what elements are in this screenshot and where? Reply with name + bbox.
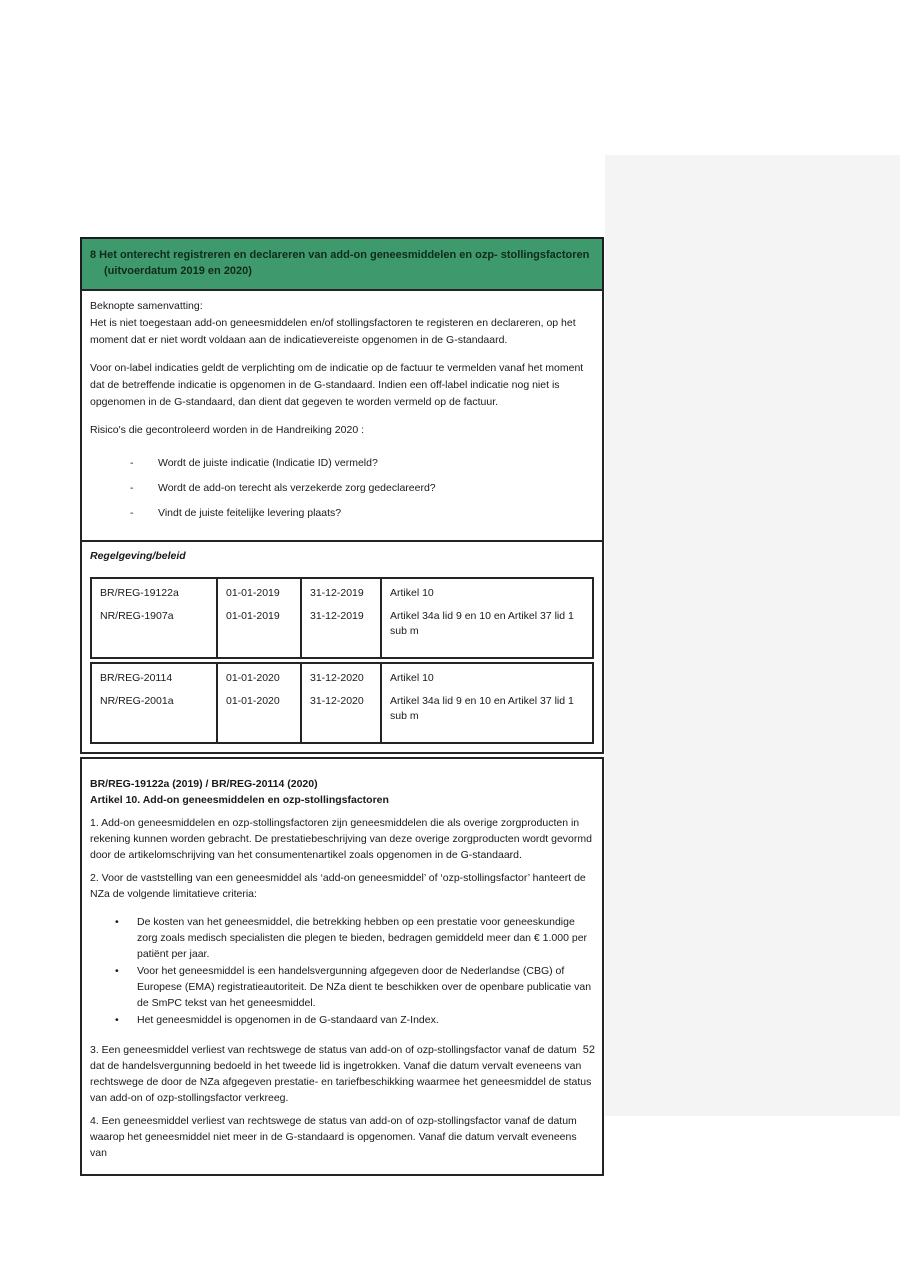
list-item-text: Wordt de juiste indicatie (Indicatie ID) vermeld? [158, 457, 378, 469]
article-reference: Artikel 10 [390, 672, 434, 684]
section-header [80, 237, 604, 291]
end-date: 31-12-2020 [310, 695, 364, 707]
list-item-text: Het geneesmiddel is opgenomen in de G-standaard van Z-Index. [137, 1014, 439, 1026]
page-number: 52 [582, 1044, 595, 1056]
summary-paragraph-1: Het is niet toegestaan add-on geneesmiddelen en/of stollingsfactoren te registeren en declareren, op het moment dat er niet wordt voldaan aan de indicatievereiste opgenomen in de G-standaard. [90, 317, 576, 346]
regulation-code: BR/REG-20114 [100, 672, 173, 684]
regulation-code: NR/REG-2001a [100, 695, 174, 707]
list-item-text: Vindt de juiste feitelijke levering plaats? [158, 507, 342, 519]
summary-label: Beknopte samenvatting: [90, 300, 203, 312]
regulation-label: Regelgeving/beleid [90, 550, 186, 562]
regulation-box [80, 540, 604, 754]
article-heading-title: Artikel 10. Add-on geneesmiddelen en ozp-stollingsfactoren [90, 794, 389, 806]
article-paragraph-2: 2. Voor de vaststelling van een geneesmiddel als ‘add-on geneesmiddel’ of ‘ozp-stollingsfactor’ hanteert de NZa de volgende limitatieve criteria: [90, 872, 586, 900]
list-item [115, 914, 592, 962]
list-item [130, 505, 592, 522]
end-date: 31-12-2020 [310, 672, 364, 684]
bullet-marker: • [115, 916, 119, 928]
risk-list [90, 455, 592, 522]
end-date: 31-12-2019 [310, 610, 364, 622]
table-cell-articles [382, 579, 592, 657]
table-cell-regulation-codes [92, 579, 218, 657]
list-item-text: De kosten van het geneesmiddel, die betrekking hebben op een prestatie voor geneeskundige zorg zoals medisch specialisten die plegen te bieden, bedragen gemiddeld meer dan € 1.000 per patiënt per jaar. [137, 916, 588, 960]
criteria-list [90, 914, 592, 1028]
list-item [130, 455, 592, 472]
table-cell-end-dates [302, 579, 382, 657]
article-reference: Artikel 34a lid 9 en 10 en Artikel 37 lid 1 sub m [390, 695, 574, 722]
article-reference: Artikel 10 [390, 587, 434, 599]
start-date: 01-01-2019 [226, 587, 280, 599]
document-content [80, 237, 604, 1176]
article-heading-regulations: BR/REG-19122a (2019) / BR/REG-20114 (2020) [90, 778, 318, 790]
table-cell-regulation-codes [92, 664, 218, 742]
article-reference: Artikel 34a lid 9 en 10 en Artikel 37 lid 1 sub m [390, 610, 574, 637]
summary-paragraph-2: Voor on-label indicaties geldt de verplichting om de indicatie op de factuur te vermelden vanaf het moment dat de betreffende indicatie is opgenomen in de G-standaard. Indien een off-label indicatie nog niet is opgenomen in de G-standaard, dan dient dat gegeven te worden vermeld op de factuur. [90, 362, 584, 408]
dash-marker: - [130, 457, 134, 469]
section-title-line2: (uitvoerdatum 2019 en 2020) [104, 265, 252, 277]
regulation-table-2019 [90, 577, 594, 659]
section-title-line1: 8 Het onterecht registreren en declareren van add-on geneesmiddelen en ozp- stollingsfactoren [90, 249, 590, 261]
regulation-code: BR/REG-19122a [100, 587, 179, 599]
table-cell-articles [382, 664, 592, 742]
article-paragraph-3: 3. Een geneesmiddel verliest van rechtswege de status van add-on of ozp-stollingsfactor vanaf de datum dat de handelsvergunning bedoeld in het tweede lid is ingetrokken. Vanaf die datum vervalt eveneens van rechtswege de door de NZa afgegeven prestatie- en tariefbeschikking waarmee het geneesmiddel de status van add-on of ozp-stollingsfactor verkreeg. [90, 1044, 592, 1104]
bullet-marker: • [115, 965, 119, 977]
article-paragraph-1: 1. Add-on geneesmiddelen en ozp-stollingsfactoren zijn geneesmiddelen die als overige zorgproducten in rekening kunnen worden gebracht. De prestatiebeschrijving van deze overige zorgproducten wordt gevormd door de artikelomschrijving van het consumentenartikel zoals opgenomen in de G-standaard. [90, 817, 592, 861]
table-cell-end-dates [302, 664, 382, 742]
start-date: 01-01-2019 [226, 610, 280, 622]
list-item-text: Wordt de add-on terecht als verzekerde zorg gedeclareerd? [158, 482, 436, 494]
summary-box [80, 289, 604, 542]
article-paragraph-4: 4. Een geneesmiddel verliest van rechtswege de status van add-on of ozp-stollingsfactor vanaf de datum waarop het geneesmiddel niet meer in de G-standaard is opgenomen. Vanaf die datum vervalt eveneens van [90, 1115, 577, 1159]
list-item [115, 963, 592, 1011]
summary-paragraph-3: Risico's die gecontroleerd worden in de Handreiking 2020 : [90, 424, 364, 436]
list-item-text: Voor het geneesmiddel is een handelsvergunning afgegeven door de Nederlandse (CBG) of Europese (EMA) registratieautoriteit. De NZa dient te beschikken over de openbare publicatie van de SmPC tekst van het geneesmiddel. [137, 965, 592, 1009]
start-date: 01-01-2020 [226, 672, 280, 684]
dash-marker: - [130, 482, 134, 494]
table-cell-start-dates [218, 579, 302, 657]
dash-marker: - [130, 507, 134, 519]
side-panel [605, 155, 900, 1116]
regulation-code: NR/REG-1907a [100, 610, 174, 622]
list-item [130, 480, 592, 497]
regulation-table-2020 [90, 662, 594, 744]
end-date: 31-12-2019 [310, 587, 364, 599]
table-cell-start-dates [218, 664, 302, 742]
list-item [115, 1012, 592, 1028]
start-date: 01-01-2020 [226, 695, 280, 707]
article-box [80, 757, 604, 1176]
bullet-marker: • [115, 1014, 119, 1026]
